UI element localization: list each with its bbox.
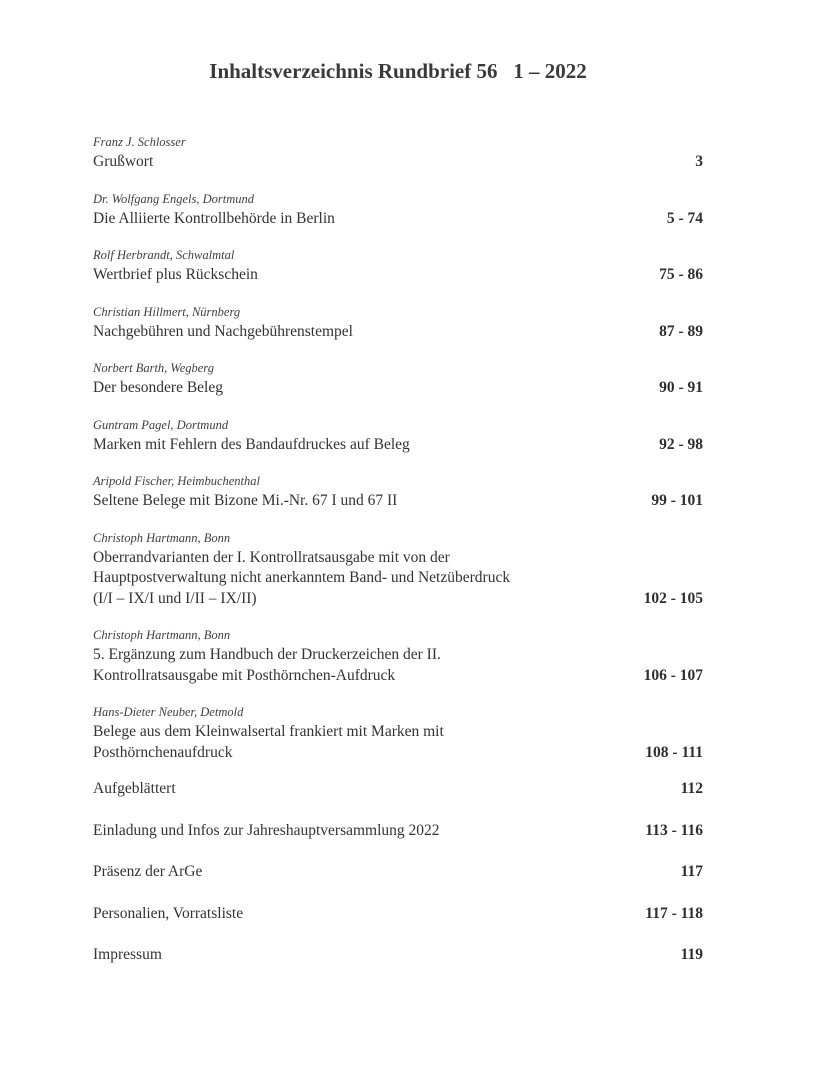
toc-entry [93,904,703,925]
toc-entry [93,821,703,842]
entry-page-range: 87 - 89 [659,322,703,340]
toc-entry [93,471,703,512]
entry-page-range: 117 [680,863,703,880]
toc-entry [93,132,703,173]
entry-title-line: Belege aus dem Kleinwalsertal frankiert mit Marken mit [93,723,444,740]
table-of-contents [93,132,703,966]
entry-title-line: Wertbrief plus Rückschein [93,266,258,283]
entry-author: Christian Hillmert, Nürnberg [93,304,241,319]
entry-page-range: 113 - 116 [645,821,703,839]
entry-page-range: 3 [695,153,703,170]
entry-author: Dr. Wolfgang Engels, Dortmund [93,191,255,206]
entry-title-line: Seltene Belege mit Bizone Mi.-Nr. 67 I und 67 II [93,492,398,509]
entry-title [93,548,510,610]
entry-row [93,378,703,399]
toc-entry [93,779,703,800]
entry-title [93,265,258,286]
entry-row [93,821,703,842]
entry-author: Guntram Pagel, Dortmund [93,417,229,432]
entry-title [93,945,162,966]
entry-row [93,265,703,286]
entry-author: Christoph Hartmann, Bonn [93,530,231,545]
entry-row [93,645,703,686]
entry-row [93,722,703,763]
entry-page-range: 90 - 91 [659,379,703,396]
entry-title [93,152,153,173]
entry-row [93,322,703,343]
entry-title [93,645,441,686]
entry-title [93,821,440,842]
entry-title-line: Kontrollratsausgabe mit Posthörnchen-Aufdruck [93,666,396,684]
entry-page-range: 108 - 111 [645,743,703,761]
entry-title [93,209,335,230]
entry-title-line: Posthörnchenaufdruck [93,743,233,761]
entry-page-range: 119 [680,946,703,963]
entry-title-line: Grußwort [93,153,154,170]
entry-author: Franz J. Schlosser [93,135,186,149]
toc-entry [93,189,703,230]
entry-page-range: 92 - 98 [659,435,703,453]
entry-page-range: 117 - 118 [645,904,703,922]
entry-page-range: 106 - 107 [643,666,703,684]
entry-title [93,904,243,925]
toc-entry [93,702,703,763]
entry-author: Christoph Hartmann, Bonn [93,628,231,642]
entry-row [93,209,703,230]
toc-entry [93,302,703,343]
entry-title [93,435,410,456]
entry-title-line: Hauptpostverwaltung nicht anerkanntem Band- und Netzüberdruck [93,569,511,586]
entry-title-line: (I/I – IX/I und I/II – IX/II) [93,589,257,607]
entry-row [93,152,703,173]
page-title: Inhaltsverzeichnis Rundbrief 56 1 – 2022 [209,59,587,83]
toc-entry [93,528,703,610]
entry-title-line: Präsenz der ArGe [93,863,203,880]
entry-row [93,779,703,800]
entry-title [93,322,353,343]
entry-title [93,491,397,512]
entry-title-line: Der besondere Beleg [93,379,223,396]
entry-author: Norbert Barth, Wegberg [93,361,214,375]
entry-title-line: Aufgeblättert [93,780,176,797]
entry-title [93,779,176,800]
entry-page-range: 75 - 86 [659,266,703,283]
entry-row [93,491,703,512]
entry-row [93,904,703,925]
entry-title [93,862,202,883]
entry-page-range: 5 - 74 [666,209,703,227]
toc-entry [93,245,703,286]
entry-page-range: 99 - 101 [651,492,703,509]
entry-author: Rolf Herbrandt, Schwalmtal [93,248,235,262]
entry-title-line: Marken mit Fehlern des Bandaufdruckes auf Beleg [93,435,410,453]
entry-row [93,862,703,883]
entry-title [93,378,223,399]
entry-title-line: Oberrandvarianten der I. Kontrollratsausgabe mit von der [93,548,450,566]
entry-title [93,722,444,763]
entry-row [93,435,703,456]
entry-title-line: Die Alliierte Kontrollbehörde in Berlin [93,209,335,227]
entry-author: Hans-Dieter Neuber, Detmold [93,705,244,719]
entry-author: Aripold Fischer, Heimbuchenthal [93,474,260,488]
entry-title-line: 5. Ergänzung zum Handbuch der Druckerzeichen der II. [93,646,441,663]
toc-entry [93,862,703,883]
entry-title-line: Impressum [93,946,162,963]
toc-entry [93,945,703,966]
entry-title-line: Nachgebühren und Nachgebührenstempel [93,322,353,340]
entry-page-range: 112 [680,780,703,797]
toc-entry [93,415,703,456]
entry-page-range: 102 - 105 [643,589,703,607]
toc-entry [93,358,703,399]
entry-row [93,548,703,610]
entry-row [93,945,703,966]
entry-title-line: Personalien, Vorratsliste [93,904,244,922]
entry-title-line: Einladung und Infos zur Jahreshauptversammlung 2022 [93,821,440,839]
toc-entry [93,625,703,686]
